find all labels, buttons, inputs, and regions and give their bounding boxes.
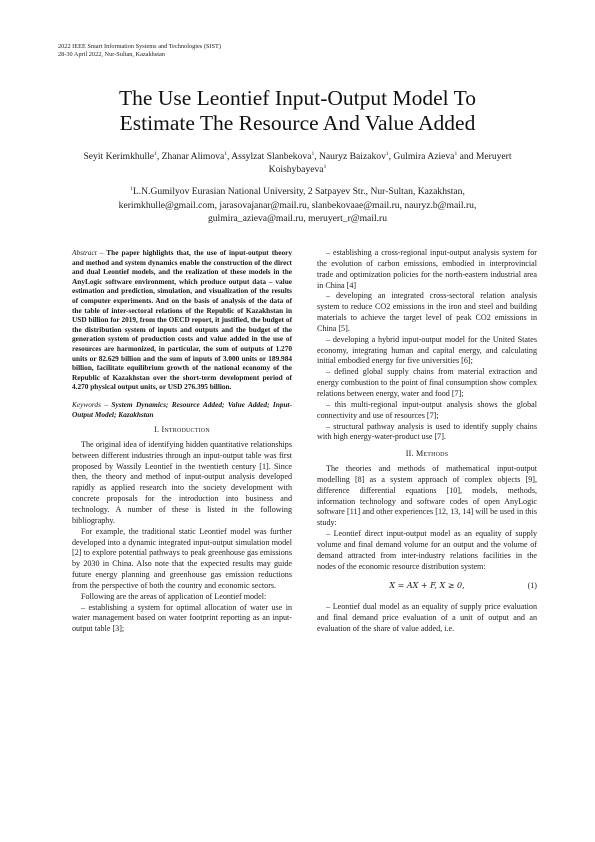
equation-expression: X = AX + F, X ≥ 0,: [389, 581, 465, 591]
author: [319, 151, 393, 162]
author-list: [60, 150, 535, 176]
author-affiliation-mark: 1: [323, 163, 327, 170]
conference-date-location: 28-30 April 2022, Nur-Sultan, Kazakhstan: [58, 51, 165, 59]
affiliation-block: [60, 185, 535, 226]
author-affiliation-mark: 1: [311, 150, 315, 157]
application-item-structural: – structural pathway analysis is used to identify supply chains with high energy-water-product use [7].: [317, 421, 537, 442]
author-name: Seyit Kerimkhulle: [83, 151, 155, 162]
author-separator: and: [457, 151, 476, 162]
left-column: [72, 248, 292, 635]
abstract-label: Abstract –: [72, 248, 104, 257]
section-heading-methods: II. Methods: [405, 449, 449, 459]
author-name: Meruyert Koishybayeva: [268, 151, 512, 175]
right-column: [317, 248, 537, 635]
intro-paragraph-2: For example, the traditional static Leontief model was further developed into a dynamic integrated input-output simulation model [2] to explore potential pathways to peak greenhouse gas emissions by 2030 in China. Also note that the expected results may guide future energy planning and greenhouse gas emission reductions from the perspective of both the country and economic sectors.: [72, 526, 292, 590]
author-name: Nauryz Baizakov: [319, 151, 386, 162]
author-emails-line-1: kerimkhulle@gmail.com, jarasovajanar@mail.ru, slanbekovaae@mail.ru, nauryz.b@mail.ru,: [118, 199, 477, 211]
author-separator: ,: [156, 151, 162, 162]
abstract-text: The paper highlights that, the use of input-output theory and method and system dynamics enable the construction of the direct and dual Leontief models, and the realization of these models in the AnyLogic software environment, which produce output data – value estimation and prediction, simulation, and visualization of the results of computer experiments. And on the basis of analysis of the data of the table of inter-sectoral relations of the Republic of Kazakhstan in USD billion for 2019, from the OECD report, it justified, the budget of the distribution system of inputs and outputs and the budget of the generation system of production costs and value added in the use of resources are harmonized, in particular, the sum of outputs of 1.270 units or 82.629 billion and the sum of inputs of 3.000 units or 189.984 billion, facilitate equilibrium growth of the national economy of the Republic of Kazakhstan over the short-term development period of 4.270 physical output units, or USD 276.395 billion.: [72, 248, 292, 392]
conference-name: 2022 IEEE Smart Information Systems and Technologies (SIST): [58, 43, 221, 50]
affiliation-text: L.N.Gumilyov Eurasian National University, 2 Satpayev Str., Nur-Sultan, Kazakhstan,: [132, 186, 465, 197]
author-affiliation-mark: 1: [385, 150, 389, 157]
abstract: [72, 248, 292, 392]
application-item-water: – establishing a system for optimal allocation of water use in water management based on water footprint reporting as an input-output table [3];: [72, 602, 292, 634]
author-affiliation-mark: 1: [154, 150, 157, 157]
affiliation-mark: 1: [130, 185, 133, 192]
application-item-multiregional: – this multi-regional input-output analysis shows the global connectivity and use of resources [7];: [317, 399, 537, 420]
intro-paragraph-3: Following are the areas of application of Leontief model:: [81, 591, 267, 601]
author-name: Zhanar Alimova: [161, 151, 225, 162]
author: [162, 151, 232, 162]
application-item-carbon: – establishing a cross-regional input-output analysis system for the evolution of carbon emissions, embodied in interprovincial trade and optimization policies for the north-eastern industrial area in China [4]: [317, 248, 537, 290]
section-heading-introduction: I. Introduction: [154, 425, 210, 435]
author-emails-line-2: gulmira_azieva@mail.ru, meruyert_r@mail.ru: [207, 213, 388, 224]
equation-number: (1): [527, 581, 537, 591]
author-name: Gulmira Azieva: [393, 151, 455, 162]
paper-title: [40, 86, 555, 136]
author: [393, 151, 475, 162]
methods-paragraph-2: – Leontief direct input-output model as an equality of supply volume and final demand volume for an output and the volume of demand attracted from inter-industry relations facilities in the nodes of the economic resource distribution system:: [317, 529, 537, 571]
keywords-label: Keywords –: [72, 399, 108, 409]
keywords: [72, 400, 292, 419]
equation-1: [317, 581, 537, 593]
methods-paragraph-1: The theories and methods of mathematical input-output modelling [8] as a system approach of complex objects [9], difference differential equations [10], models, methods, information technology and software codes of open AnyLogic software [11] and other experiences [12, 13, 14] will be used in this study:: [317, 464, 537, 528]
author-affiliation-mark: 1: [454, 150, 458, 157]
conference-header: [58, 43, 221, 60]
affiliation: [60, 185, 535, 199]
author: [231, 151, 319, 162]
title-line-1: The Use Leontief Input-Output Model To: [119, 86, 476, 110]
methods-paragraph-3: – Leontief dual model as an equality of supply price evaluation and final demand price evaluation of a unit of output and an evaluation of the share of value added, i.e.: [317, 602, 537, 634]
intro-paragraph-1: The original idea of identifying hidden quantitative relationships between different industries through an input-output table was first proposed by Wassily Leontief in the twentieth century [1]. Since then, the theory and method of input-output analysis developed rapidly as applied research into the society development with concrete proposals for the introduction into business and technology. A number of these is listed in the following bibliography.: [72, 439, 292, 525]
author-separator: ,: [314, 151, 319, 162]
keywords-text: System Dynamics; Resource Added; Value Added; Input-Output Model; Kazakhstan: [72, 399, 292, 419]
author-name: Assylzat Slanbekova: [231, 151, 312, 162]
title-line-2: Estimate The Resource And Value Added: [119, 111, 476, 135]
author-affiliation-mark: 1: [224, 150, 227, 157]
author-separator: ,: [226, 151, 232, 162]
application-item-supply-chains: – defined global supply chains from material extraction and energy combustion to the point of final consumption show complex relations between energy, water and food [7];: [317, 367, 537, 398]
author: [83, 151, 161, 162]
author-separator: ,: [388, 151, 394, 162]
application-item-hybrid: – developing a hybrid input-output model for the United States economy, integrating human and capital energy, and calculating initial embodied energy for five universities [6];: [317, 334, 537, 366]
application-item-co2: – developing an integrated cross-sectoral relation analysis system to reduce CO2 emissions in the iron and steel and building materials to achieve the target level of peak CO2 emissions in China [5].: [317, 291, 537, 333]
